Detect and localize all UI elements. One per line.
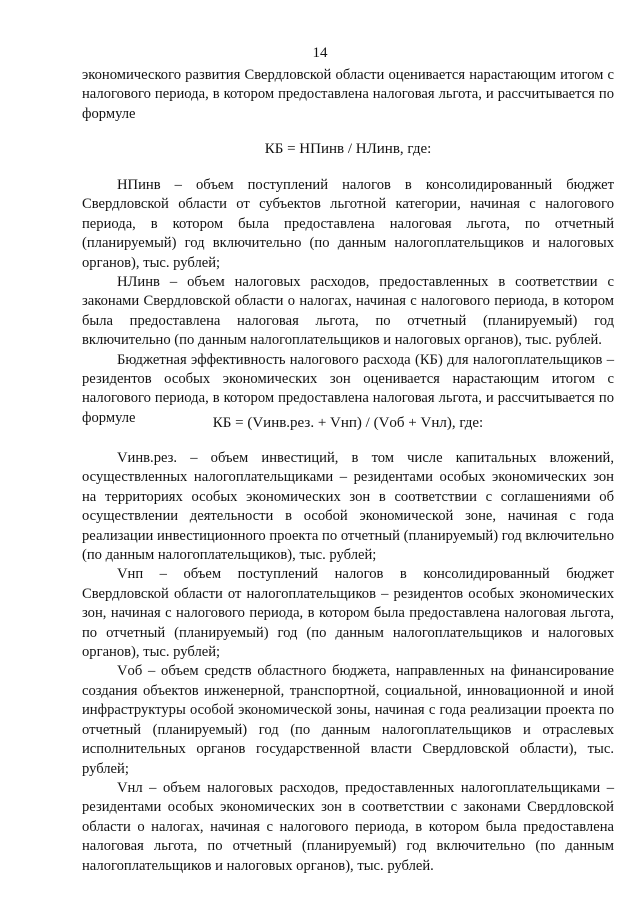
budget-efficiency-paragraph: Бюджетная эффективность налогового расхода (КБ) для налогоплательщиков – резидентов особых экономических зон оценивается нарастающим итогом с налогового периода, в котором предоставлена налоговая льгота, и рассчитывается по формуле [82, 351, 614, 426]
intro-block [82, 66, 614, 124]
definition-npinv: НПинв – объем поступлений налогов в консолидированный бюджет Свердловской области от субъектов льготной категории, начиная с налогового периода, в котором была предоставлена налоговая льгота, по отчетный (планируемый) год включительно (по данным налогоплательщиков и налоговых органов), тыс. рублей; [82, 177, 614, 271]
definitions-block-1 [82, 176, 614, 428]
definition-vinv-rez: Vинв.рез. – объем инвестиций, в том числе капитальных вложений, осуществленных налогоплательщиками – резидентами особых экономических зон на территориях особых экономических зон в соответствии с соглашениями об осуществлении деятельности в особой экономической зоне, начиная с года реализации инвестиционного проекта по отчетный (планируемый) год включительно (по данным налогоплательщиков), тыс. рублей; [82, 450, 614, 564]
page-number: 14 [312, 45, 328, 61]
formula-kb-2: КБ = (Vинв.рез. + Vнп) / (Vоб + Vнл), где: [212, 415, 484, 431]
formula-kb-1: КБ = НПинв / НЛинв, где: [264, 141, 432, 157]
definition-vob: Vоб – объем средств областного бюджета, направленных на финансирование создания объектов инженерной, транспортной, социальной, инновационной и иной инфраструктуры особой экономической зоны, начиная с года реализации проекта по отчетный (планируемый) год (по данным налогоплательщиков и отраслевых исполнительных органов государственной власти Свердловской области), тыс. рублей; [82, 663, 614, 777]
definitions-block-2 [82, 449, 614, 876]
definition-vnp: Vнп – объем поступлений налогов в консолидированный бюджет Свердловской области от налогоплательщиков – резидентов особых экономических зон, начиная с налогового периода, в котором была предоставлена налоговая льгота, по отчетный (планируемый) год (по данным налогоплательщиков и налоговых органов), тыс. рублей; [82, 566, 614, 661]
definition-vnl: Vнл – объем налоговых расходов, предоставленных налогоплательщиками – резидентами особых экономических зон в соответствии с законами Свердловской области о налогах, начиная с налогового периода, в котором была предоставлена налоговая льгота, по отчетный (планируемый) год включительно (по данным налогоплательщиков и налоговых органов), тыс. рублей. [82, 779, 614, 874]
definition-nlinv: НЛинв – объем налоговых расходов, предоставленных в соответствии с законами Свердловской области о налогах, начиная с налогового периода, в котором была предоставлена налоговая льгота, по отчетный (планируемый) год включительно (по данным налогоплательщиков и налоговых органов), тыс. рублей. [82, 274, 614, 349]
intro-paragraph: экономического развития Свердловской области оценивается нарастающим итогом с налогового периода, в котором предоставлена налоговая льгота, и рассчитывается по формуле [82, 67, 614, 122]
